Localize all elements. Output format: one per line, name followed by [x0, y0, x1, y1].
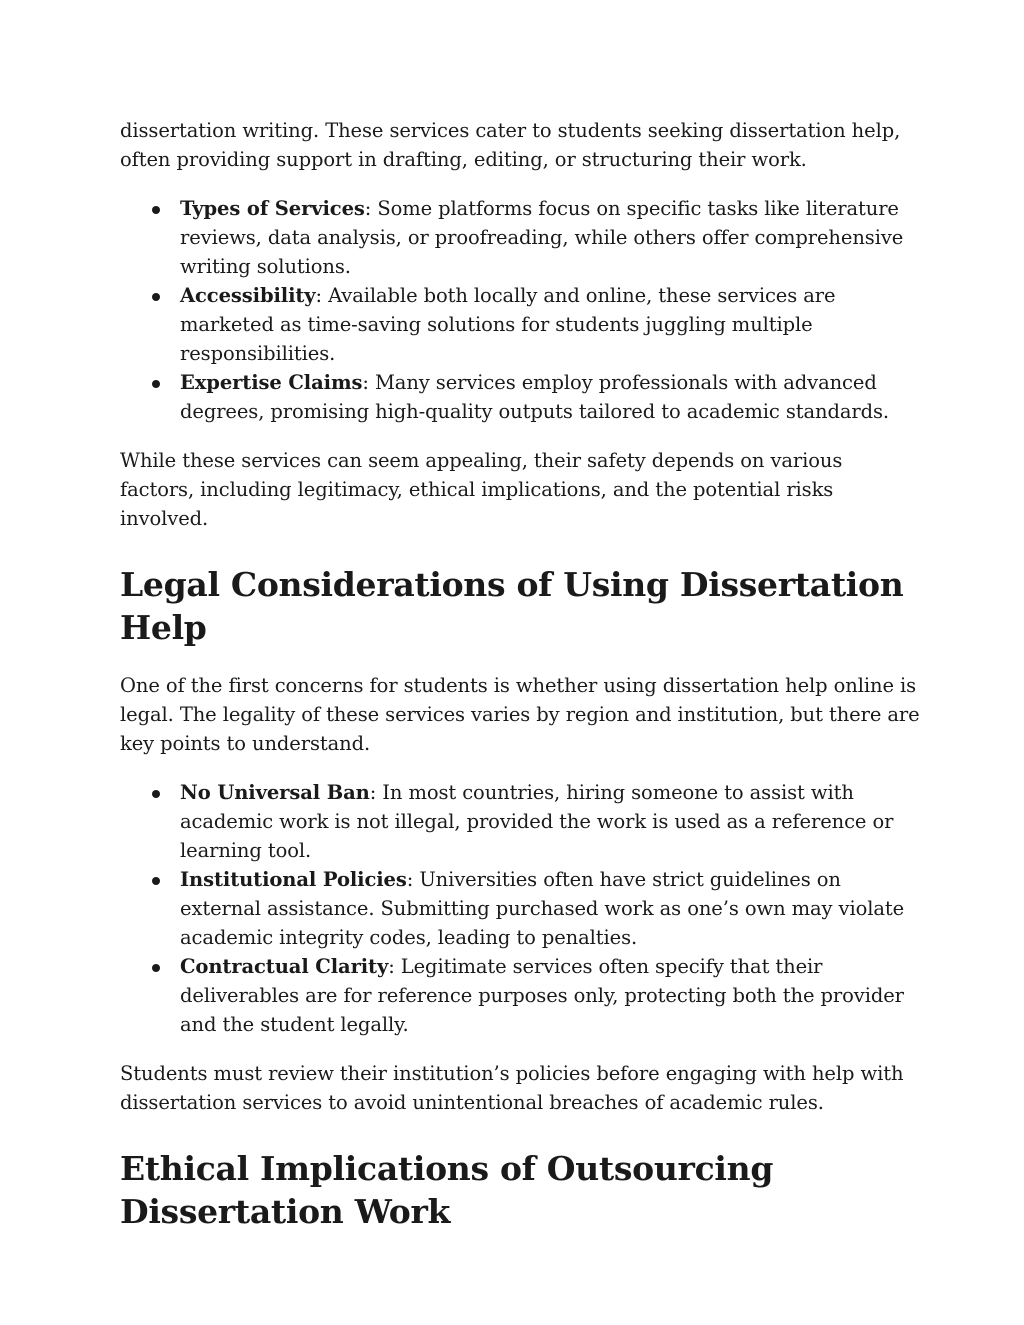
bullet-term: Institutional Policies [180, 868, 407, 891]
bullet-text: : Universities often have strict guidelines on external assistance. Submitting purchased work as one’s own may violate academic integrity codes, leading to penalties. [180, 868, 905, 949]
bullet-term: Types of Services [180, 197, 365, 220]
bullet-text: : In most countries, hiring someone to assist with academic work is not illegal, provided the work is used as a reference or learning tool. [180, 781, 894, 862]
intro-closing-paragraph: While these services can seem appealing, their safety depends on various factors, including legitimacy, ethical implications, and the potential risks involved. [120, 449, 843, 530]
bullet-dot-icon [152, 964, 160, 972]
services-bullet-list [120, 194, 920, 426]
document-page [120, 116, 920, 1233]
legal-section-heading: Legal Considerations of Using Dissertation Help [120, 565, 904, 647]
bullet-term: No Universal Ban [180, 781, 370, 804]
list-item [120, 865, 920, 952]
list-item [120, 194, 920, 281]
legal-closing-paragraph: Students must review their institution’s policies before engaging with help with dissertation services to avoid unintentional breaches of academic rules. [120, 1062, 904, 1114]
bullet-dot-icon [152, 877, 160, 885]
bullet-dot-icon [152, 293, 160, 301]
intro-paragraph: dissertation writing. These services cater to students seeking dissertation help, often providing support in drafting, editing, or structuring their work. [120, 119, 901, 171]
list-item [120, 281, 920, 368]
legal-intro-paragraph: One of the first concerns for students is whether using dissertation help online is legal. The legality of these services varies by region and institution, but there are key points to understand. [120, 674, 920, 755]
bullet-term: Contractual Clarity [180, 955, 389, 978]
bullet-text: : Some platforms focus on specific tasks like literature reviews, data analysis, or proofreading, while others offer comprehensive writing solutions. [180, 197, 904, 278]
list-item [120, 368, 920, 426]
list-item [120, 778, 920, 865]
bullet-dot-icon [152, 790, 160, 798]
bullet-term: Expertise Claims [180, 371, 363, 394]
bullet-text: : Available both locally and online, these services are marketed as time-saving solutions for students juggling multiple responsibilities. [180, 284, 836, 365]
bullet-term: Accessibility [180, 284, 316, 307]
ethical-section-heading: Ethical Implications of Outsourcing Dissertation Work [120, 1149, 774, 1231]
legal-bullet-list [120, 778, 920, 1039]
list-item [120, 952, 920, 1039]
bullet-dot-icon [152, 380, 160, 388]
bullet-dot-icon [152, 206, 160, 214]
bullet-text: : Many services employ professionals with advanced degrees, promising high-quality outputs tailored to academic standards. [180, 371, 889, 423]
bullet-text: : Legitimate services often specify that their deliverables are for reference purposes only, protecting both the provider and the student legally. [180, 955, 904, 1036]
